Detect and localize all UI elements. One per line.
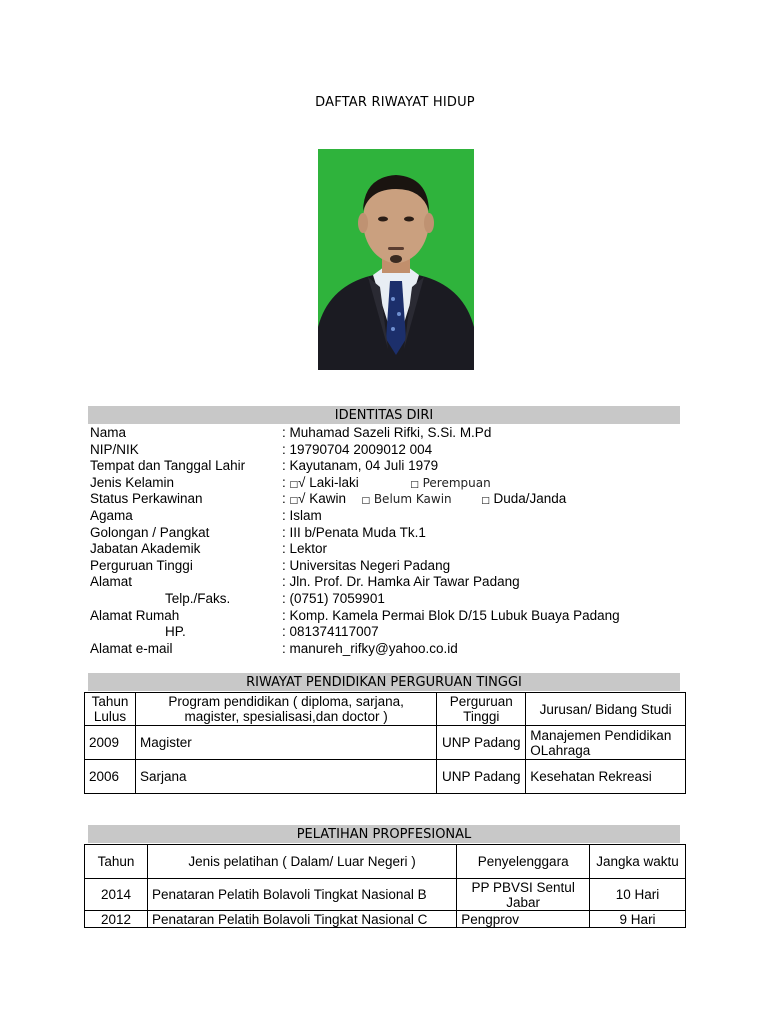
table-row bbox=[85, 911, 686, 928]
identity-row-mobile: HP. : 081374117007 bbox=[165, 624, 379, 640]
identity-list bbox=[90, 425, 690, 657]
education-heading: RIWAYAT PENDIDIKAN PERGURUAN TINGGI bbox=[88, 673, 680, 691]
identity-row-nip: NIP/NIK : 19790704 2009012 004 bbox=[90, 441, 433, 457]
identity-row-email: Alamat e-mail : manureh_rifky@yahoo.co.id bbox=[90, 640, 458, 656]
table-cell: 2012 bbox=[85, 911, 148, 928]
identity-row-birth: Tempat dan Tanggal Lahir : Kayutanam, 04 Juli 1979 bbox=[90, 458, 439, 474]
table-cell: Kesehatan Rekreasi bbox=[526, 760, 686, 794]
column-header: Jenis pelatihan ( Dalam/ Luar Negeri ) bbox=[147, 845, 456, 879]
column-header: Jurusan/ Bidang Studi bbox=[526, 693, 686, 726]
marital-widowed-option: Duda/Janda bbox=[493, 491, 567, 507]
table-cell: Penataran Pelatih Bolavoli Tingkat Nasional B bbox=[147, 879, 456, 911]
identity-row-position: Jabatan Akademik : Lektor bbox=[90, 541, 328, 557]
table-row bbox=[85, 760, 686, 794]
profile-photo bbox=[318, 149, 474, 370]
column-header: Program pendidikan ( diploma, sarjana, magister, spesialisasi,dan doctor ) bbox=[135, 693, 436, 726]
identity-heading: IDENTITAS DIRI bbox=[88, 406, 680, 424]
table-row bbox=[85, 879, 686, 911]
training-heading: PELATIHAN PROPFESIONAL bbox=[88, 825, 680, 843]
table-cell: PP PBVSI Sentul Jabar bbox=[457, 879, 590, 911]
checkbox-icon: □ bbox=[410, 479, 419, 490]
gender-female-option: Perempuan bbox=[422, 475, 491, 490]
table-row bbox=[85, 726, 686, 760]
column-header: Perguruan Tinggi bbox=[437, 693, 526, 726]
check-mark-icon: √ bbox=[298, 491, 306, 507]
table-cell: 2014 bbox=[85, 879, 148, 911]
table-cell: 10 Hari bbox=[590, 879, 686, 911]
identity-row-address: Alamat : Jln. Prof. Dr. Hamka Air Tawar Padang bbox=[90, 574, 520, 590]
document-title: DAFTAR RIWAYAT HIDUP bbox=[315, 95, 475, 110]
gender-male-option: Laki-laki bbox=[309, 474, 359, 490]
table-cell: 2009 bbox=[85, 726, 136, 760]
table-cell: UNP Padang bbox=[437, 726, 526, 760]
marital-married-option: Kawin bbox=[309, 491, 347, 507]
checkbox-icon: □ bbox=[289, 479, 299, 490]
identity-row-marital: Status Perkawinan : □√ Kawin □ Belum Kawin □ Duda/Janda bbox=[90, 491, 567, 507]
column-header: Penyelenggara bbox=[457, 845, 590, 879]
column-header: Tahun Lulus bbox=[85, 693, 136, 726]
table-header-row bbox=[85, 845, 686, 879]
identity-row-rank: Golongan / Pangkat : III b/Penata Muda Tk.1 bbox=[90, 524, 426, 540]
identity-row-university: Perguruan Tinggi : Universitas Negeri Padang bbox=[90, 557, 451, 573]
checkbox-icon: □ bbox=[481, 496, 490, 507]
column-header: Tahun bbox=[85, 845, 148, 879]
check-mark-icon: √ bbox=[298, 474, 306, 490]
identity-row-religion: Agama : Islam bbox=[90, 507, 322, 523]
checkbox-icon: □ bbox=[289, 496, 299, 507]
identity-row-name: Nama : Muhamad Sazeli Rifki, S.Si. M.Pd bbox=[90, 425, 492, 440]
training-table bbox=[84, 844, 686, 928]
column-header: Jangka waktu bbox=[590, 845, 686, 879]
table-cell: Sarjana bbox=[135, 760, 436, 794]
identity-row-phone-fax: Telp./Faks. : (0751) 7059901 bbox=[165, 590, 385, 606]
table-cell: UNP Padang bbox=[437, 760, 526, 794]
table-cell: Pengprov bbox=[457, 911, 590, 928]
table-cell: Magister bbox=[135, 726, 436, 760]
marital-single-option: Belum Kawin bbox=[373, 492, 452, 507]
checkbox-icon: □ bbox=[361, 496, 371, 507]
identity-row-home-address: Alamat Rumah : Komp. Kamela Permai Blok D/15 Lubuk Buaya Padang bbox=[90, 607, 620, 623]
table-cell: Manajemen Pendidikan OLahraga bbox=[526, 726, 686, 760]
table-cell: Penataran Pelatih Bolavoli Tingkat Nasional C bbox=[147, 911, 456, 928]
table-header-row bbox=[85, 693, 686, 726]
education-table bbox=[84, 692, 686, 794]
table-cell: 2006 bbox=[85, 760, 136, 794]
table-cell: 9 Hari bbox=[590, 911, 686, 928]
identity-row-gender: Jenis Kelamin : □√ Laki-laki □ Perempuan bbox=[90, 474, 491, 490]
